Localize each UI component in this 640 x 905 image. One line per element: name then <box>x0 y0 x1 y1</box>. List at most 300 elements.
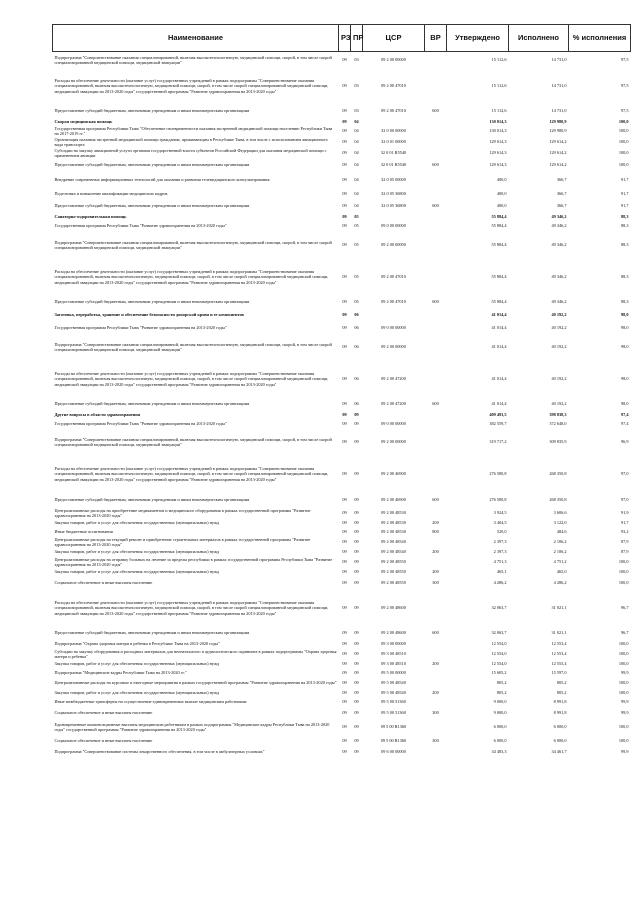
cell-csr: 09 5 00 R1360 <box>380 724 407 730</box>
cell-percent: 98,0 <box>620 401 629 407</box>
table-row <box>53 296 631 309</box>
cell-executed: 129 614,2 <box>549 162 567 168</box>
cell-percent: 96,7 <box>620 630 629 636</box>
table-row <box>53 221 631 232</box>
table-row <box>53 590 631 627</box>
cell-executed: 129 980,9 <box>549 128 567 134</box>
cell-percent: 100,0 <box>618 569 629 575</box>
header-name: Наименование <box>53 25 339 52</box>
cell-name: Закупка товаров, работ и услуг для обеспечения государственных (муниципальных) нужд <box>54 661 220 667</box>
cell-csr <box>363 309 425 322</box>
cell-csr: 09 2 00 48550 <box>381 569 406 575</box>
cell-executed: 398 838,3 <box>549 411 567 417</box>
cell-rz: 09 <box>342 510 347 516</box>
cell-csr: 09 2 00 00000 <box>381 344 406 350</box>
cell-name: Закупка товаров, работ и услуг для обеспечения государственных (муниципальных) нужд <box>54 520 220 526</box>
cell-executed: 2 106,2 <box>553 549 567 555</box>
cell-vr <box>425 334 447 361</box>
cell-rz: 09 <box>342 680 347 686</box>
cell-approved: 41 014,4 <box>491 312 507 318</box>
table-row <box>53 309 631 322</box>
table-row <box>53 213 631 221</box>
cell-pr: 03 <box>354 57 359 63</box>
cell-vr: 800 <box>432 529 439 535</box>
cell-executed: 12 553,4 <box>551 651 567 657</box>
cell-name: Субсидии на закупку оборудования и расходных материалов для неонатального и аудиологического скрининга в рамках подпрограммы "Охрана здоровья матери и ребенка" <box>54 648 337 659</box>
cell-vr: 200 <box>432 569 439 575</box>
cell-name: Единовременные компенсационные выплаты медицинским работникам в рамках подпрограммы "Медицинские кадры Республики Тыва на 2013-2020 годы" государственной программы "Развитие здравоохранения на 2013-2020 годы" <box>54 721 330 732</box>
cell-pr: 09 <box>354 520 359 526</box>
cell-vr <box>425 720 447 735</box>
cell-pr: 09 <box>354 690 359 696</box>
table-row <box>53 126 631 137</box>
cell-approved: 129 614,3 <box>489 139 507 145</box>
cell-approved: 55 884,4 <box>491 274 507 280</box>
cell-name: Социальное обеспечение и иные выплаты населению <box>54 580 153 586</box>
cell-csr: 09 2 00 48530 <box>381 529 406 535</box>
cell-vr: 600 <box>432 497 439 503</box>
cell-executed: 309 835,9 <box>549 439 567 445</box>
cell-vr <box>425 52 447 68</box>
cell-percent: 100,0 <box>618 162 629 168</box>
cell-name: Предоставление субсидий бюджетным, автономным учреждениям и иным некоммерческим организациям <box>54 108 250 114</box>
cell-rz: 09 <box>342 344 347 350</box>
cell-name: Предоставление субсидий бюджетным, автономным учреждениям и иным некоммерческим организациям <box>54 497 250 503</box>
cell-percent: 88,3 <box>620 274 629 280</box>
cell-vr: 600 <box>432 401 439 407</box>
cell-approved: 9 000,0 <box>493 699 507 705</box>
cell-csr: 09 2 00 47200 <box>381 376 406 382</box>
cell-vr <box>425 259 447 296</box>
cell-pr: 06 <box>354 344 359 350</box>
cell-name: Предоставление субсидий бюджетным, автономным учреждениям и иным некоммерческим организациям <box>54 630 250 636</box>
cell-csr: 09 5 00 51360 <box>381 699 406 705</box>
table-row <box>53 689 631 698</box>
cell-approved: 400,0 <box>496 203 507 209</box>
table-row <box>53 105 631 118</box>
cell-name: Расходы на обеспечение деятельности (оказание услуг) государственных учреждений в рамках подпрограммы "Совершенствование оказания специализированной, включая высокотехнологичную, медицинской помощи, скорой, в том числе скорой специализированной медицинской помощи, медицинской эвакуации на 2013-2020 годы" государственной программы "Развитие здравоохранения на 2013-2020 годы" <box>54 269 329 285</box>
cell-csr: 09 2 00 47010 <box>381 108 406 114</box>
cell-rz: 09 <box>342 641 347 647</box>
cell-vr <box>425 309 447 322</box>
cell-vr <box>425 322 447 334</box>
table-row <box>53 707 631 720</box>
cell-rz: 09 <box>342 710 347 716</box>
cell-percent: 91,7 <box>620 203 629 209</box>
cell-rz: 09 <box>342 83 347 89</box>
cell-rz: 09 <box>342 520 347 526</box>
header-approved: Утверждено <box>447 25 509 52</box>
cell-vr <box>425 221 447 232</box>
table-row <box>53 519 631 528</box>
cell-pr: 09 <box>354 680 359 686</box>
cell-percent: 100,0 <box>618 680 629 686</box>
cell-name: Заготовка, переработка, хранение и обеспечение безопасности донорской крови и ее компонентов <box>54 312 244 318</box>
table-row <box>53 698 631 707</box>
table-row <box>53 568 631 577</box>
cell-csr: 32 0 01 00000 <box>381 139 406 145</box>
cell-approved: 12 554,0 <box>491 641 507 647</box>
table-row <box>53 640 631 649</box>
cell-approved: 15 112,6 <box>491 83 507 89</box>
cell-percent: 97,4 <box>620 420 629 426</box>
cell-vr <box>425 172 447 188</box>
cell-vr <box>425 747 447 757</box>
cell-executed: 49 346,2 <box>551 223 567 229</box>
cell-rz: 09 <box>342 312 347 318</box>
cell-pr: 09 <box>354 439 359 445</box>
cell-percent: 100,0 <box>618 150 629 156</box>
cell-name: Подпрограмма "Совершенствование оказания специализированной, включая высокотехнологичную, медицинской помощи, скорой, в том числе скорой специализированной медицинской помощи, медицинской эвакуации" <box>54 239 332 250</box>
table-row <box>53 735 631 747</box>
cell-pr: 09 <box>354 630 359 636</box>
table-row <box>53 669 631 678</box>
cell-csr: 32 0 05 36800 <box>381 203 406 209</box>
cell-approved: 41 014,4 <box>491 376 507 382</box>
cell-approved: 32 063,7 <box>491 630 507 636</box>
cell-approved: 2 397,3 <box>493 549 507 555</box>
cell-pr: 03 <box>354 83 359 89</box>
cell-percent: 100,0 <box>618 661 629 667</box>
cell-name: Предоставление субсидий бюджетным, автономным учреждениям и иным некоммерческим организациям <box>54 162 250 168</box>
cell-name: Скорая медицинская помощь <box>54 118 113 124</box>
cell-vr <box>425 669 447 678</box>
cell-percent: 91,7 <box>620 520 629 526</box>
cell-executed: 15 597,0 <box>551 670 567 676</box>
table-row <box>53 118 631 126</box>
cell-rz: 09 <box>342 630 347 636</box>
cell-executed: 40 192,2 <box>551 312 567 318</box>
table-row <box>53 548 631 557</box>
cell-rz: 09 <box>342 737 347 743</box>
cell-executed: 484,6 <box>556 529 567 535</box>
cell-executed: 49 346,2 <box>551 299 567 305</box>
cell-vr <box>425 137 447 148</box>
cell-approved: 9 000,0 <box>493 710 507 716</box>
cell-vr: 600 <box>432 630 439 636</box>
cell-vr <box>425 640 447 649</box>
cell-rz: 09 <box>342 651 347 657</box>
cell-pr: 09 <box>354 539 359 545</box>
cell-csr: 32 0 05 00000 <box>381 176 406 182</box>
table-row <box>53 508 631 519</box>
cell-vr <box>425 678 447 689</box>
cell-name: Иные бюджетные ассигнования <box>54 529 113 535</box>
cell-csr: 09 3 00 48510 <box>381 661 406 667</box>
cell-approved: 55 884,4 <box>491 223 507 229</box>
table-row <box>53 411 631 419</box>
cell-rz: 09 <box>342 213 347 219</box>
cell-rz: 09 <box>342 242 347 248</box>
cell-approved: 55 884,4 <box>491 242 507 248</box>
cell-executed: 805,2 <box>556 680 567 686</box>
cell-percent: 99,9 <box>620 710 629 716</box>
cell-rz: 09 <box>342 471 347 477</box>
cell-percent: 88,3 <box>620 299 629 305</box>
cell-percent: 91,9 <box>620 510 629 516</box>
cell-rz: 09 <box>342 299 347 305</box>
cell-executed: 129 614,2 <box>549 150 567 156</box>
budget-report-sheet <box>52 24 630 757</box>
cell-rz: 09 <box>342 376 347 382</box>
cell-vr: 200 <box>432 661 439 667</box>
cell-approved: 3 404,5 <box>493 520 507 526</box>
table-row <box>53 720 631 735</box>
table-row <box>53 537 631 548</box>
cell-pr: 05 <box>354 223 359 229</box>
cell-rz: 09 <box>342 139 347 145</box>
cell-pr: 04 <box>354 162 359 168</box>
cell-executed: 3 122,0 <box>553 520 567 526</box>
cell-csr: 09 0 00 00000 <box>381 420 406 426</box>
cell-vr: 600 <box>432 203 439 209</box>
cell-name: Внедрение современных информационных технологий для оказания и развития телемедицинского консультирования <box>54 176 270 182</box>
cell-rz: 09 <box>342 549 347 555</box>
table-row <box>53 159 631 172</box>
cell-percent: 100,0 <box>618 690 629 696</box>
cell-rz: 09 <box>342 559 347 565</box>
table-row <box>53 429 631 456</box>
cell-name: Другие вопросы в области здравоохранения <box>54 411 141 417</box>
cell-executed: 34 461,7 <box>551 748 567 754</box>
cell-vr: 600 <box>432 108 439 114</box>
cell-vr <box>425 411 447 419</box>
cell-percent: 96,9 <box>620 439 629 445</box>
cell-csr: 09 2 00 46900 <box>381 497 406 503</box>
cell-executed: 14 731,0 <box>551 57 567 63</box>
cell-name: Централизованные расходы на текущий ремонт и приобретение строительных материалов в рамках государственной программы "Развитие здравоохранения на 2013-2020 годы" <box>54 536 311 547</box>
cell-executed: 2 106,2 <box>553 539 567 545</box>
table-row <box>53 361 631 398</box>
cell-csr: 09 2 00 48600 <box>381 630 406 636</box>
cell-rz: 09 <box>342 401 347 407</box>
header-csr: ЦСР <box>363 25 425 52</box>
cell-name: Предоставление субсидий бюджетным, автономным учреждениям и иным некоммерческим организациям <box>54 203 250 209</box>
cell-executed: 12 553,4 <box>551 661 567 667</box>
table-row <box>53 322 631 334</box>
cell-pr: 06 <box>354 401 359 407</box>
cell-name: Закупка товаров, работ и услуг для обеспечения государственных (муниципальных) нужд <box>54 569 220 575</box>
cell-executed: 129 980,9 <box>549 118 567 124</box>
cell-csr: 09 0 00 00000 <box>381 223 406 229</box>
cell-approved: 55 884,4 <box>491 213 507 219</box>
cell-rz: 09 <box>342 176 347 182</box>
cell-csr: 09 2 00 47010 <box>381 83 406 89</box>
header-percent: % исполнения <box>569 25 631 52</box>
cell-percent: 97,0 <box>620 471 629 477</box>
cell-csr: 32 0 05 36800 <box>381 190 406 196</box>
cell-rz: 09 <box>342 529 347 535</box>
cell-vr <box>425 429 447 456</box>
cell-name: Государственная программа Республики Тыва "Развитие здравоохранения на 2013-2020 годы" <box>54 420 227 426</box>
cell-executed: 8 991,8 <box>553 710 567 716</box>
cell-rz: 09 <box>342 57 347 63</box>
table-row <box>53 200 631 213</box>
cell-pr: 09 <box>354 471 359 477</box>
cell-rz: 09 <box>342 411 347 417</box>
cell-rz: 09 <box>342 324 347 330</box>
cell-vr: 200 <box>432 549 439 555</box>
cell-name: Закупка товаров, работ и услуг для обеспечения государственных (муниципальных) нужд <box>54 549 220 555</box>
cell-rz: 09 <box>342 661 347 667</box>
table-row <box>53 419 631 429</box>
budget-execution-table <box>52 24 631 757</box>
cell-percent: 100,0 <box>618 580 629 586</box>
cell-pr: 05 <box>354 242 359 248</box>
cell-approved: 129 614,3 <box>489 150 507 156</box>
cell-csr: 09 2 00 48530 <box>381 510 406 516</box>
cell-approved: 400,0 <box>496 190 507 196</box>
table-row <box>53 627 631 640</box>
cell-pr: 04 <box>354 190 359 196</box>
cell-pr: 09 <box>354 559 359 565</box>
cell-csr: 09 5 00 R1360 <box>380 737 407 743</box>
cell-approved: 276 580,8 <box>489 471 507 477</box>
cell-pr: 04 <box>354 203 359 209</box>
cell-csr <box>363 118 425 126</box>
cell-executed: 8 991,8 <box>553 699 567 705</box>
cell-name: Социальное обеспечение и иные выплаты населению <box>54 710 153 716</box>
cell-approved: 805,2 <box>496 680 507 686</box>
header-executed: Исполнено <box>509 25 569 52</box>
cell-csr: 09 2 00 48540 <box>381 549 406 555</box>
table-row <box>53 528 631 537</box>
cell-csr: 09 2 00 48530 <box>381 520 406 526</box>
cell-csr: 09 2 00 00000 <box>381 57 406 63</box>
cell-percent: 100,0 <box>618 641 629 647</box>
cell-name: Подпрограмма "Совершенствование оказания специализированной, включая высокотехнологичную, медицинской помощи, скорой, в том числе скорой специализированной медицинской помощи, медицинской эвакуации" <box>54 54 332 65</box>
cell-approved: 6 000,0 <box>493 737 507 743</box>
cell-vr <box>425 698 447 707</box>
table-row <box>53 52 631 68</box>
cell-name: Иные межбюджетные трансферты на осуществление единовременных выплат медицинским работникам <box>54 699 247 705</box>
cell-percent: 100,0 <box>618 139 629 145</box>
cell-percent: 100,0 <box>618 128 629 134</box>
cell-approved: 41 014,4 <box>491 324 507 330</box>
cell-percent: 97,5 <box>620 83 629 89</box>
cell-csr: 09 0 00 00000 <box>381 324 406 330</box>
cell-name: Подготовка и повышение квалификации медицинских кадров <box>54 190 168 196</box>
cell-executed: 49 346,2 <box>551 242 567 248</box>
cell-csr: 09 2 00 46900 <box>381 471 406 477</box>
cell-name: Государственная программа Республики Тыва "Обеспечение своевременности оказания экстренной медицинской помощи населению Республики Тыва на 2017-2019 гг." <box>54 125 333 136</box>
cell-percent: 100,0 <box>618 737 629 743</box>
cell-percent: 87,9 <box>620 539 629 545</box>
cell-pr: 05 <box>354 274 359 280</box>
cell-approved: 15 112,6 <box>491 108 507 114</box>
cell-csr: 09 5 00 00000 <box>381 670 406 676</box>
cell-approved: 15 605,2 <box>491 670 507 676</box>
cell-rz: 09 <box>342 569 347 575</box>
cell-executed: 49 346,2 <box>551 213 567 219</box>
cell-executed: 14 731,0 <box>551 108 567 114</box>
cell-name: Подпрограмма "Совершенствование системы лекарственного обеспечения, в том числе в амбулаторных условиях" <box>54 748 265 754</box>
cell-pr: 04 <box>354 150 359 156</box>
cell-percent: 98,0 <box>620 312 629 318</box>
cell-name: Расходы на обеспечение деятельности (оказание услуг) государственных учреждений в рамках подпрограммы "Совершенствование оказания специализированной, включая высокотехнологичную, медицинской помощи, скорой, в том числе скорой специализированной медицинской помощи, медицинской эвакуации на 2013-2020 годы" государственной программы "Развитие здравоохранения на 2013-2020 годы" <box>54 600 329 616</box>
cell-approved: 12 554,0 <box>491 651 507 657</box>
cell-approved: 3 924,5 <box>493 510 507 516</box>
cell-vr <box>425 361 447 398</box>
cell-approved: 409 493,5 <box>489 411 507 417</box>
cell-pr: 09 <box>354 569 359 575</box>
cell-approved: 4 286,2 <box>493 580 507 586</box>
cell-pr: 06 <box>354 312 359 318</box>
cell-rz: 09 <box>342 420 347 426</box>
cell-csr: 09 3 00 48510 <box>381 651 406 657</box>
table-row <box>53 188 631 200</box>
cell-executed: 49 346,2 <box>551 274 567 280</box>
cell-pr: 03 <box>354 108 359 114</box>
table-row <box>53 259 631 296</box>
cell-percent: 88,3 <box>620 223 629 229</box>
cell-approved: 400,0 <box>496 176 507 182</box>
cell-vr <box>425 557 447 568</box>
cell-percent: 96,7 <box>620 605 629 611</box>
cell-name: Централизованные расходы на курсовые и ежегодные мероприятия в рамках государственной программы "Развитие здравоохранения на 2013-2020 годы" <box>54 680 337 686</box>
cell-pr: 09 <box>354 580 359 586</box>
cell-name: Государственная программа Республики Тыва "Развитие здравоохранения на 2013-2020 годы" <box>54 223 227 229</box>
cell-percent: 99,9 <box>620 670 629 676</box>
cell-pr: 04 <box>354 139 359 145</box>
cell-pr: 09 <box>354 710 359 716</box>
cell-csr: 09 3 00 00000 <box>381 641 406 647</box>
cell-name: Социальное обеспечение и иные выплаты населению <box>54 737 153 743</box>
cell-approved: 276 580,8 <box>489 497 507 503</box>
cell-name: Расходы на обеспечение деятельности (оказание услуг) государственных учреждений в рамках подпрограммы "Совершенствование оказания специализированной, включая высокотехнологичную, медицинской помощи, скорой, в том числе скорой специализированной медицинской помощи, медицинской эвакуации на 2013-2020 годы" государственной программы "Развитие здравоохранения на 2013-2020 годы" <box>54 78 329 94</box>
cell-name: Централизованные расходы на приобретение медикаментов и медицинского оборудования в рамках государственной программы "Развитие здравоохранения на 2013-2020 годы" <box>54 507 311 518</box>
cell-csr: 32 0 01 R5540 <box>380 150 407 156</box>
cell-pr: 04 <box>354 176 359 182</box>
cell-executed: 129 614,2 <box>549 139 567 145</box>
cell-executed: 4 751,2 <box>553 559 567 565</box>
table-row <box>53 456 631 493</box>
cell-percent: 100,0 <box>618 559 629 565</box>
cell-vr: 300 <box>432 710 439 716</box>
cell-rz: 09 <box>342 118 347 124</box>
cell-approved: 55 884,4 <box>491 299 507 305</box>
cell-executed: 6 000,0 <box>553 724 567 730</box>
cell-approved: 6 000,0 <box>493 724 507 730</box>
table-row <box>53 334 631 361</box>
cell-csr: 09 2 00 48540 <box>381 539 406 545</box>
cell-name: Субсидии на закупку авиационной услуги органами государственной власти субъектов Российской Федерации для оказания медицинской помощи с применением авиации <box>54 147 327 158</box>
cell-executed: 40 192,2 <box>551 324 567 330</box>
cell-csr: 09 2 00 48600 <box>381 605 406 611</box>
cell-name: Расходы на обеспечение деятельности (оказание услуг) государственных учреждений в рамках подпрограммы "Совершенствование оказания специализированной, включая высокотехнологичную, медицинской помощи, скорой, в том числе скорой специализированной медицинской помощи, медицинской эвакуации на 2013-2020 годы" государственной программы "Развитие здравоохранения на 2013-2020 годы" <box>54 371 329 387</box>
cell-approved: 130 014,3 <box>489 128 507 134</box>
cell-vr <box>425 232 447 259</box>
cell-rz: 09 <box>342 274 347 280</box>
cell-vr: 200 <box>432 520 439 526</box>
cell-vr: 200 <box>432 690 439 696</box>
cell-csr: 09 6 00 00000 <box>381 748 406 754</box>
cell-name: Организация оказания экстренной медицинской помощи гражданам, проживающим в Республике Тыва, в том числе с использованием авиационного вида транспорта <box>54 136 328 147</box>
cell-executed: 4 286,2 <box>553 580 567 586</box>
table-row <box>53 172 631 188</box>
cell-vr <box>425 649 447 660</box>
cell-csr <box>363 213 425 221</box>
header-vr: ВР <box>425 25 447 52</box>
cell-percent: 88,3 <box>620 213 629 219</box>
table-row <box>53 232 631 259</box>
cell-rz: 09 <box>342 223 347 229</box>
cell-pr: 09 <box>354 661 359 667</box>
cell-executed: 31 021,1 <box>551 605 567 611</box>
cell-percent: 98,0 <box>620 376 629 382</box>
cell-csr: 32 0 01 R5540 <box>380 162 407 168</box>
cell-executed: 372 648,0 <box>549 420 567 426</box>
